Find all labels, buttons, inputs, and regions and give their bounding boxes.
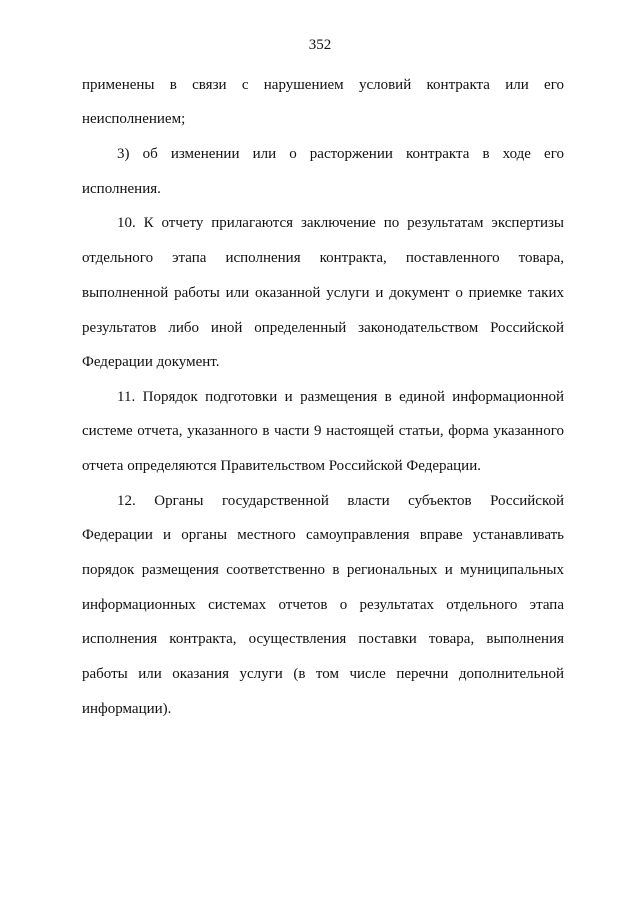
text-line: информационных системах отчетов о результатах отдельного этапа [82, 597, 564, 613]
text-line: Федерации документ. [82, 354, 220, 370]
text-line: информации). [82, 701, 172, 717]
text-line: порядок размещения соответственно в региональных и муниципальных [82, 562, 564, 578]
text-line: работы или оказания услуги (в том числе перечни дополнительной [82, 666, 564, 682]
page-number: 352 [308, 37, 332, 53]
text-line: результатов либо иной определенный законодательством Российской [82, 320, 564, 336]
text-line: отдельного этапа исполнения контракта, поставленного товара, [82, 250, 564, 266]
text-line: Федерации и органы местного самоуправления вправе устанавливать [82, 527, 564, 543]
text-line: применены в связи с нарушением условий контракта или его [82, 77, 564, 93]
text-line: 10. К отчету прилагаются заключение по результатам экспертизы [117, 215, 564, 231]
text-line: неисполнением; [82, 111, 186, 127]
text-line: 12. Органы государственной власти субъектов Российской [117, 493, 564, 509]
text-line: исполнения контракта, осуществления поставки товара, выполнения [82, 631, 564, 647]
text-line: исполнения. [82, 181, 161, 197]
text-line: системе отчета, указанного в части 9 настоящей статьи, форма указанного [82, 423, 564, 439]
text-line: отчета определяются Правительством Российской Федерации. [82, 458, 481, 474]
text-line: выполненной работы или оказанной услуги и документ о приемке таких [82, 285, 564, 301]
text-line: 11. Порядок подготовки и размещения в единой информационной [117, 389, 564, 405]
text-line: 3) об изменении или о расторжении контракта в ходе его [117, 146, 564, 162]
